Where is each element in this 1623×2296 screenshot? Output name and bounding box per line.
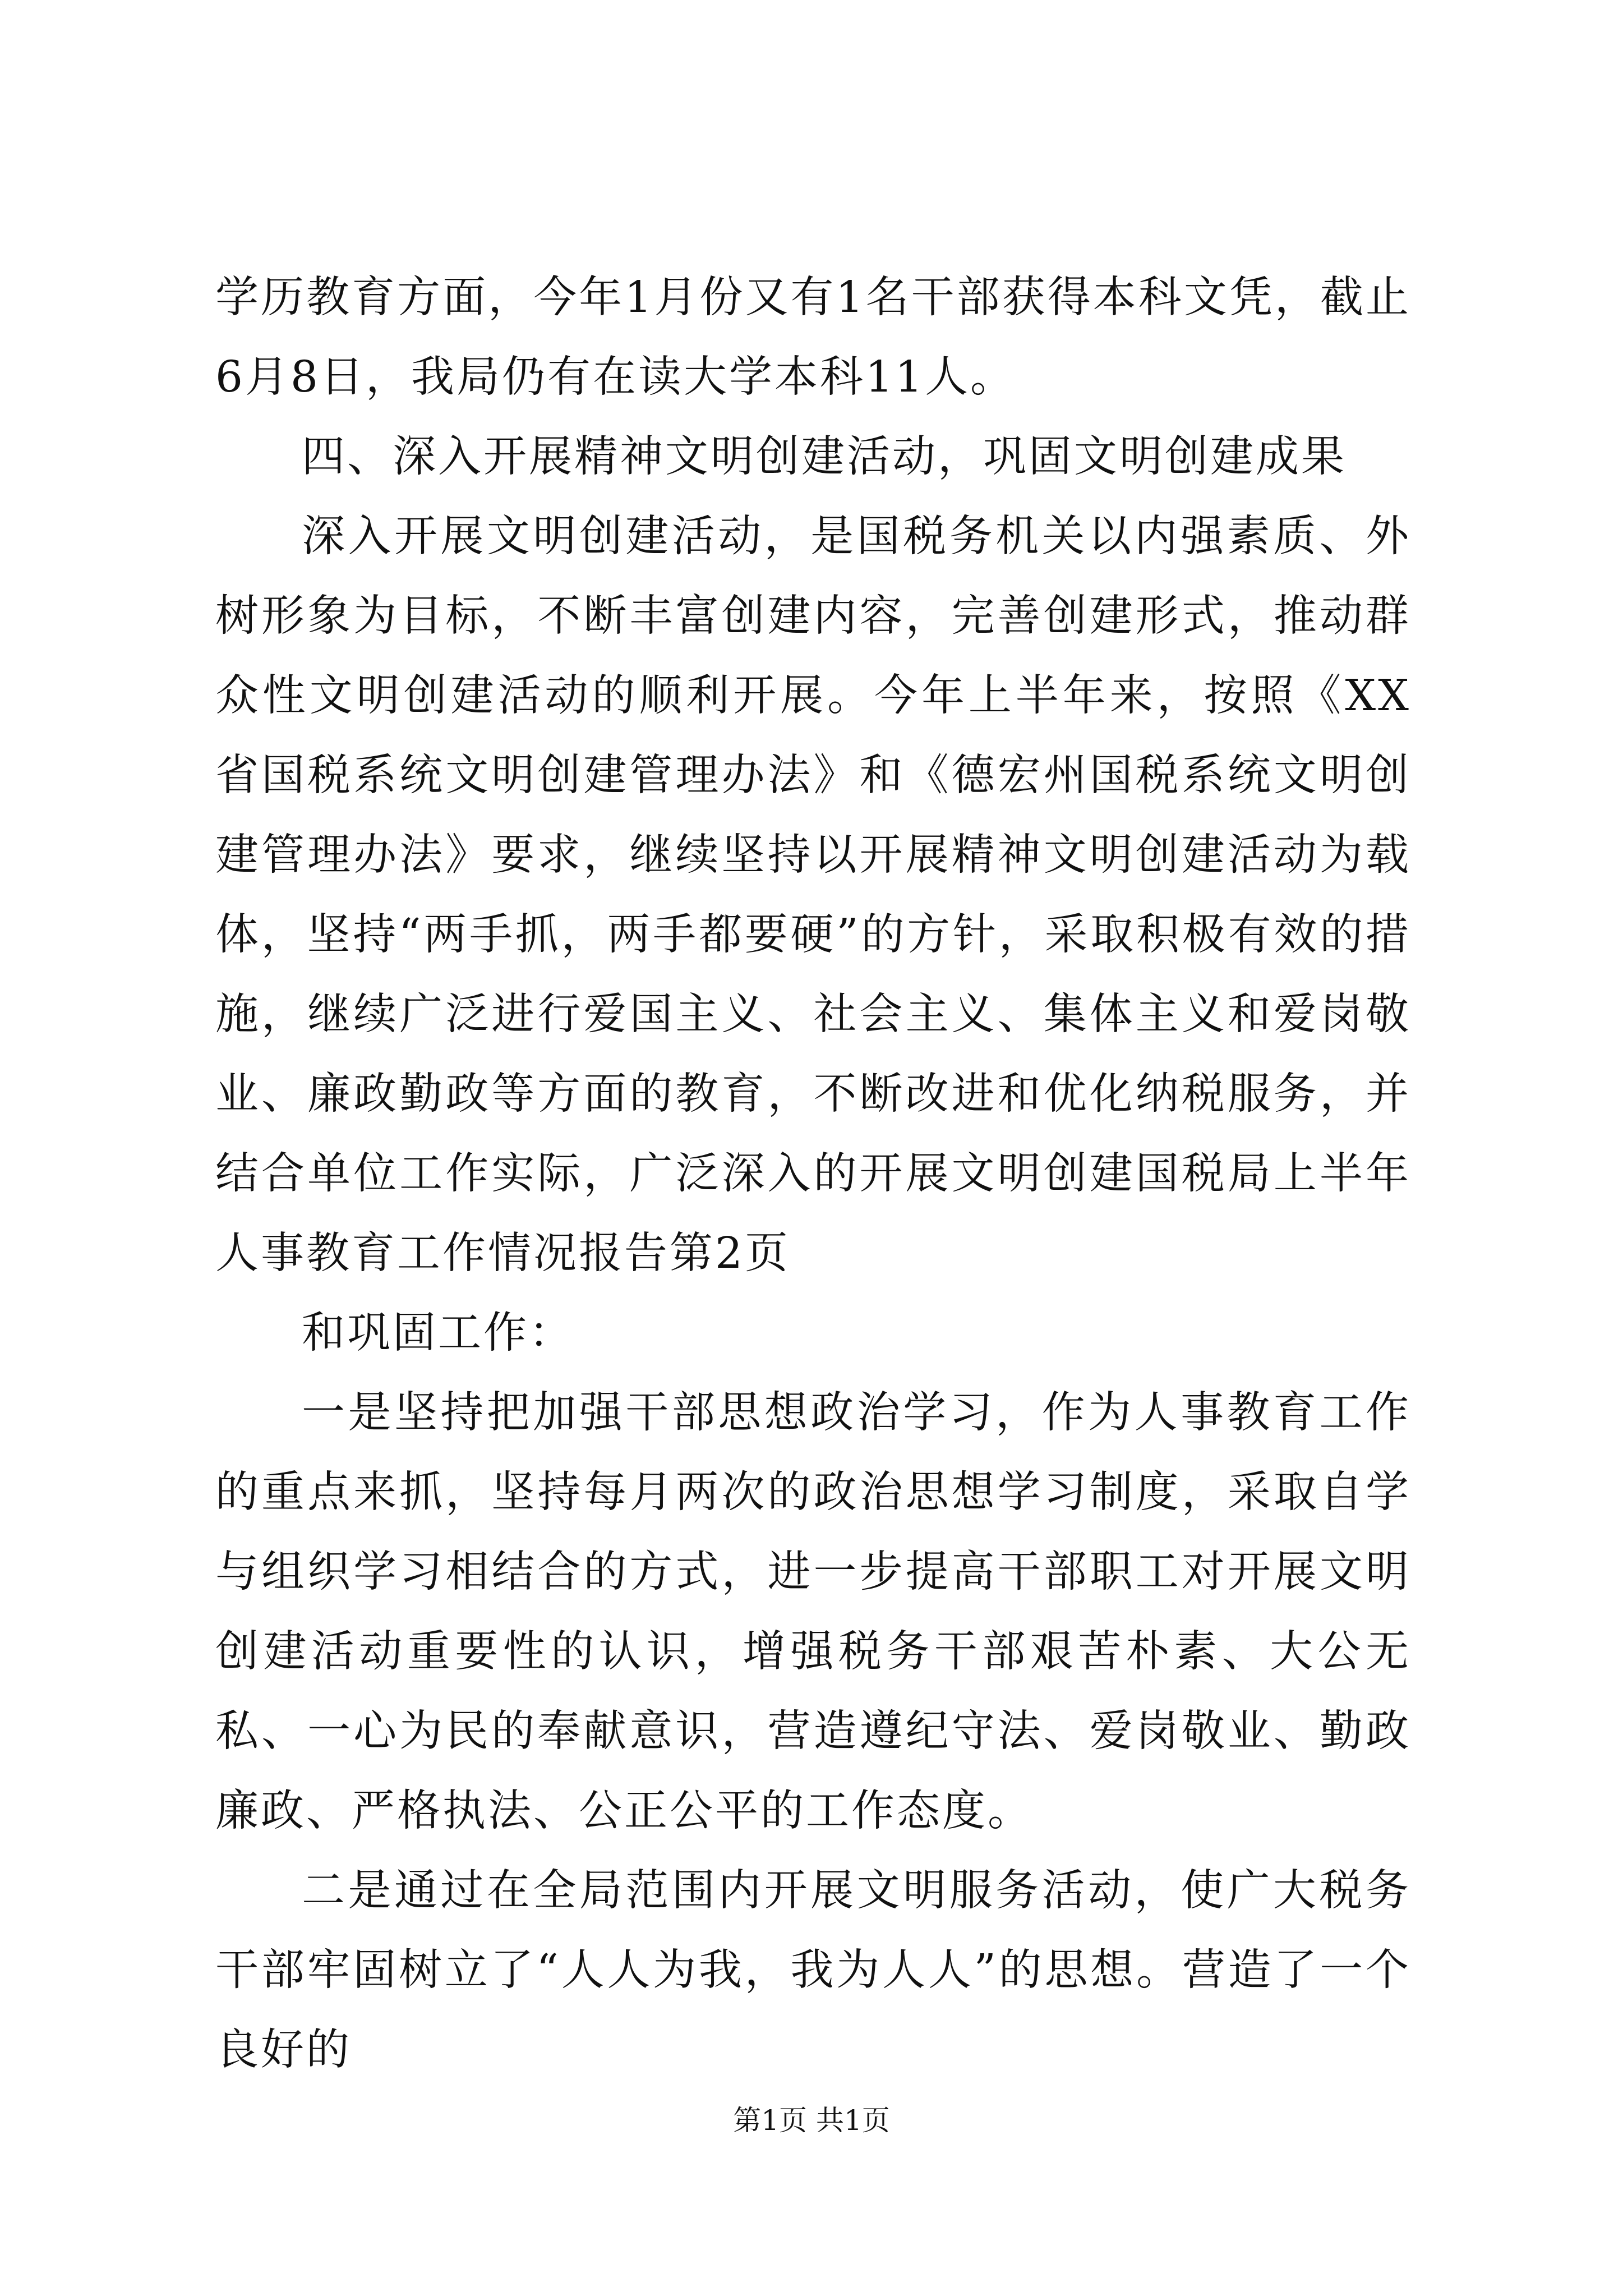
paragraph-point-one: 一是坚持把加强干部思想政治学习，作为人事教育工作的重点来抓，坚持每月两次的政治思想学习制度，采取自学与组织学习相结合的方式，进一步提高干部职工对开展文明创建活动重要性的认识，增强税务干部艰苦朴素、大公无私、一心为民的奉献意识，营造遵纪守法、爱岗敬业、勤政廉政、严格执法、公正公平的工作态度。 [215,1388,1411,1836]
paragraph-point-two: 二是通过在全局范围内开展文明服务活动，使广大税务干部牢固树立了“人人为我，我为人人”的思想。营造了一个良好的 [215,1866,1411,2075]
paragraph-consolidation: 和巩固工作： [302,1308,574,1358]
section-heading-civilization: 四、深入开展精神文明创建活动，巩固文明创建成果 [302,432,1347,482]
paragraph-education: 学历教育方面，今年1月份又有1名干部获得本科文凭，截止6月8日，我局仍有在读大学本科11人。 [215,273,1411,402]
document-body [215,258,1411,2090]
page-footer: 第1页 共1页 [733,2104,890,2137]
paragraph-civilization-activities: 深入开展文明创建活动，是国税务机关以内强素质、外树形象为目标，不断丰富创建内容，完善创建形式，推动群众性文明创建活动的顺利开展。今年上半年来，按照《XX省国税系统文明创建管理办法》和《德宏州国税系统文明创建管理办法》要求，继续坚持以开展精神文明创建活动为载体，坚持“两手抓，两手都要硬”的方针，采取积极有效的措施，继续广泛进行爱国主义、社会主义、集体主义和爱岗敬业、廉政勤政等方面的教育，不断改进和优化纳税服务，并结合单位工作实际，广泛深入的开展文明创建国税局上半年人事教育工作情况报告第2页 [215,512,1411,1278]
